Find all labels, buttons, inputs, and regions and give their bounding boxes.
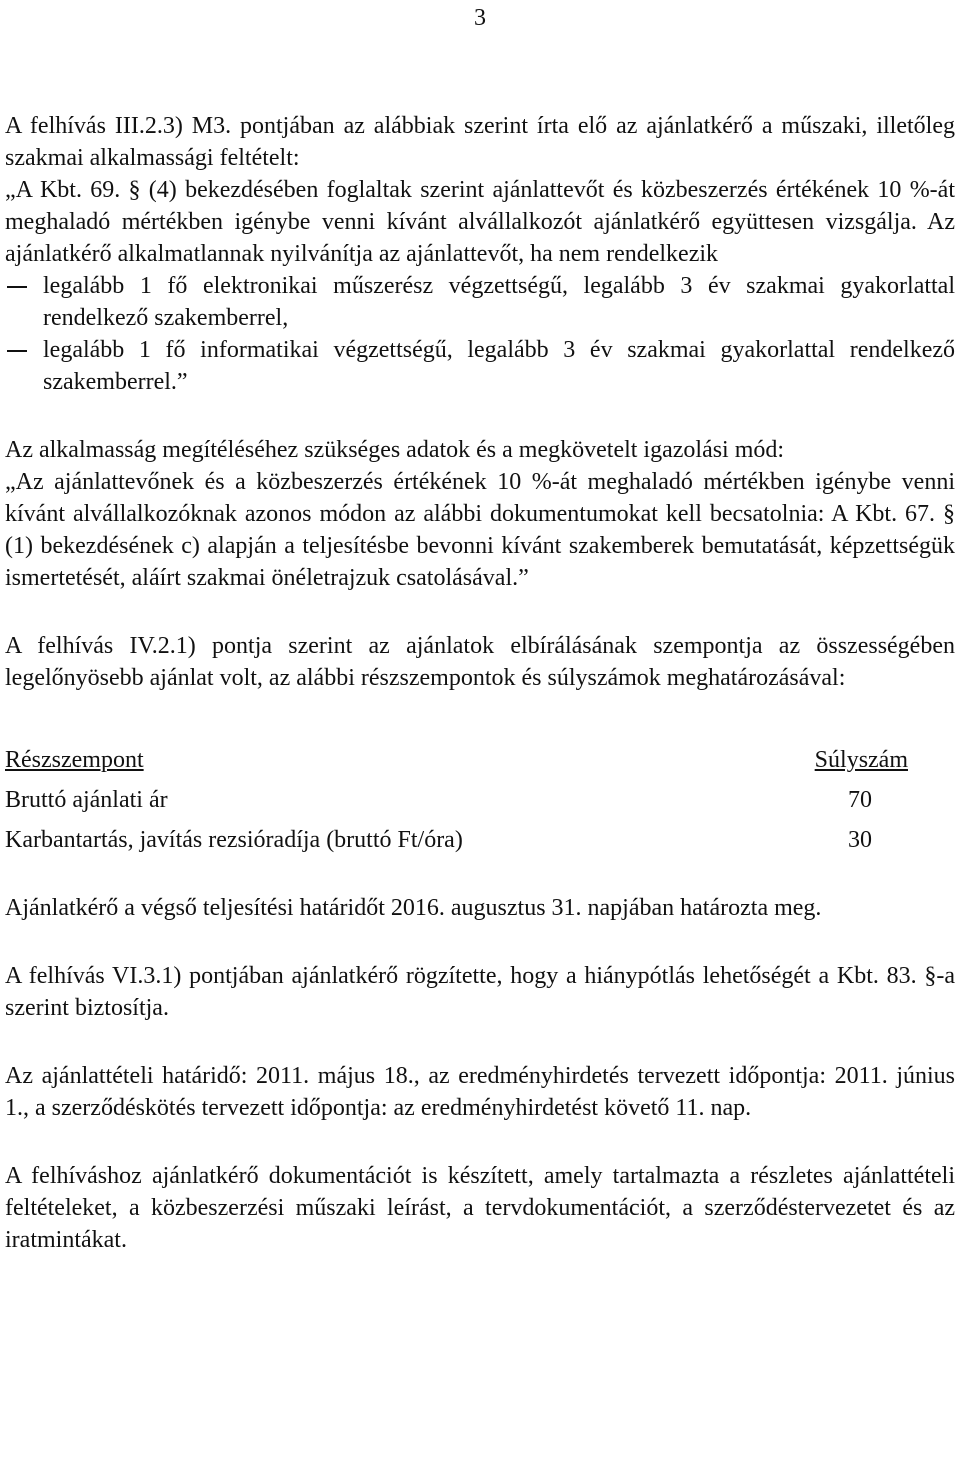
schedule-paragraph: Az ajánlattételi határidő: 2011. május 18., az eredményhirdetés tervezett időpontja: 2011. június 1., a szerződéskötés tervezett időpontja: az eredményhirdetést követő 11. nap. — [5, 1063, 955, 1121]
section2-intro: Az alkalmasság megítéléséhez szükséges adatok és a megkövetelt igazolási mód: — [5, 437, 785, 463]
section1-intro: A felhívás III.2.3) M3. pontjában az alábbiak szerint írta elő az ajánlatkérő a műszaki, illetőleg szakmai alkalmassági feltételt: — [5, 113, 955, 171]
deficiency-paragraph: A felhívás VI.3.1) pontjában ajánlatkérő rögzítette, hogy a hiánypótlás lehetőségét a Kbt. 83. §-a szerint biztosítja. — [5, 963, 955, 1021]
weight-column-header: Súlyszám — [814, 747, 908, 773]
page-number: 3 — [474, 5, 486, 31]
section2-quote: „Az ajánlattevőnek és a közbeszerzés értékének 10 %-át meghaladó mértékben igénybe venni kívánt alvállalkozóknak azonos módon az alábbi dokumentumokat kell becsatolnia: A Kbt. 67. § (1) bekezdésének c) alapján a teljesítésbe bevonni kívánt szakemberek bemutatását, képzettségük ismertetését, aláírt szakmai önéletrajzuk csatolásával.” — [5, 469, 955, 591]
criteria-table-header — [5, 744, 908, 776]
requirement-item-electronics: legalább 1 fő elektronikai műszerész végzettségű, legalább 3 év szakmai gyakorlattal rendelkező szakemberrel, — [5, 270, 955, 334]
documentation-paragraph: A felhíváshoz ajánlatkérő dokumentációt is készített, amely tartalmazta a részletes ajánlattételi feltételeket, a közbeszerzési műszaki leírást, a tervdokumentációt, a szerződéstervezetet és az iratmintákat. — [5, 1163, 955, 1253]
document-body — [5, 110, 955, 1256]
section1-quote: „A Kbt. 69. § (4) bekezdésében foglaltak szerint ajánlattevőt és közbeszerzés értékének 10 %-át meghaladó mértékben igénybe venni kívánt alvállalkozót ajánlatkérő együttesen vizsgálja. Az ajánlatkérő alkalmatlannak nyilvánítja az ajánlattevőt, ha nem rendelkezik — [5, 177, 955, 267]
section3-intro: A felhívás IV.2.1) pontja szerint az ajánlatok elbírálásának szempontja az összességében legelőnyösebb ajánlat volt, az alábbi részszempontok és súlyszámok meghatározásával: — [5, 633, 955, 691]
criterion-weight: 30 — [848, 827, 872, 853]
deadline-paragraph: Ajánlatkérő a végső teljesítési határidőt 2016. augusztus 31. napjában határozta meg. — [5, 895, 822, 921]
criterion-name: Karbantartás, javítás rezsióradíja (bruttó Ft/óra) — [5, 827, 463, 853]
criterion-weight: 70 — [848, 787, 872, 813]
criterion-name: Bruttó ajánlati ár — [5, 787, 168, 813]
criteria-row — [5, 824, 908, 856]
criteria-row — [5, 784, 908, 816]
requirement-item-it: legalább 1 fő informatikai végzettségű, legalább 3 év szakmai gyakorlattal rendelkező szakemberrel.” — [5, 334, 955, 398]
criterion-column-header: Részszempont — [5, 747, 144, 773]
requirement-list — [5, 270, 955, 398]
